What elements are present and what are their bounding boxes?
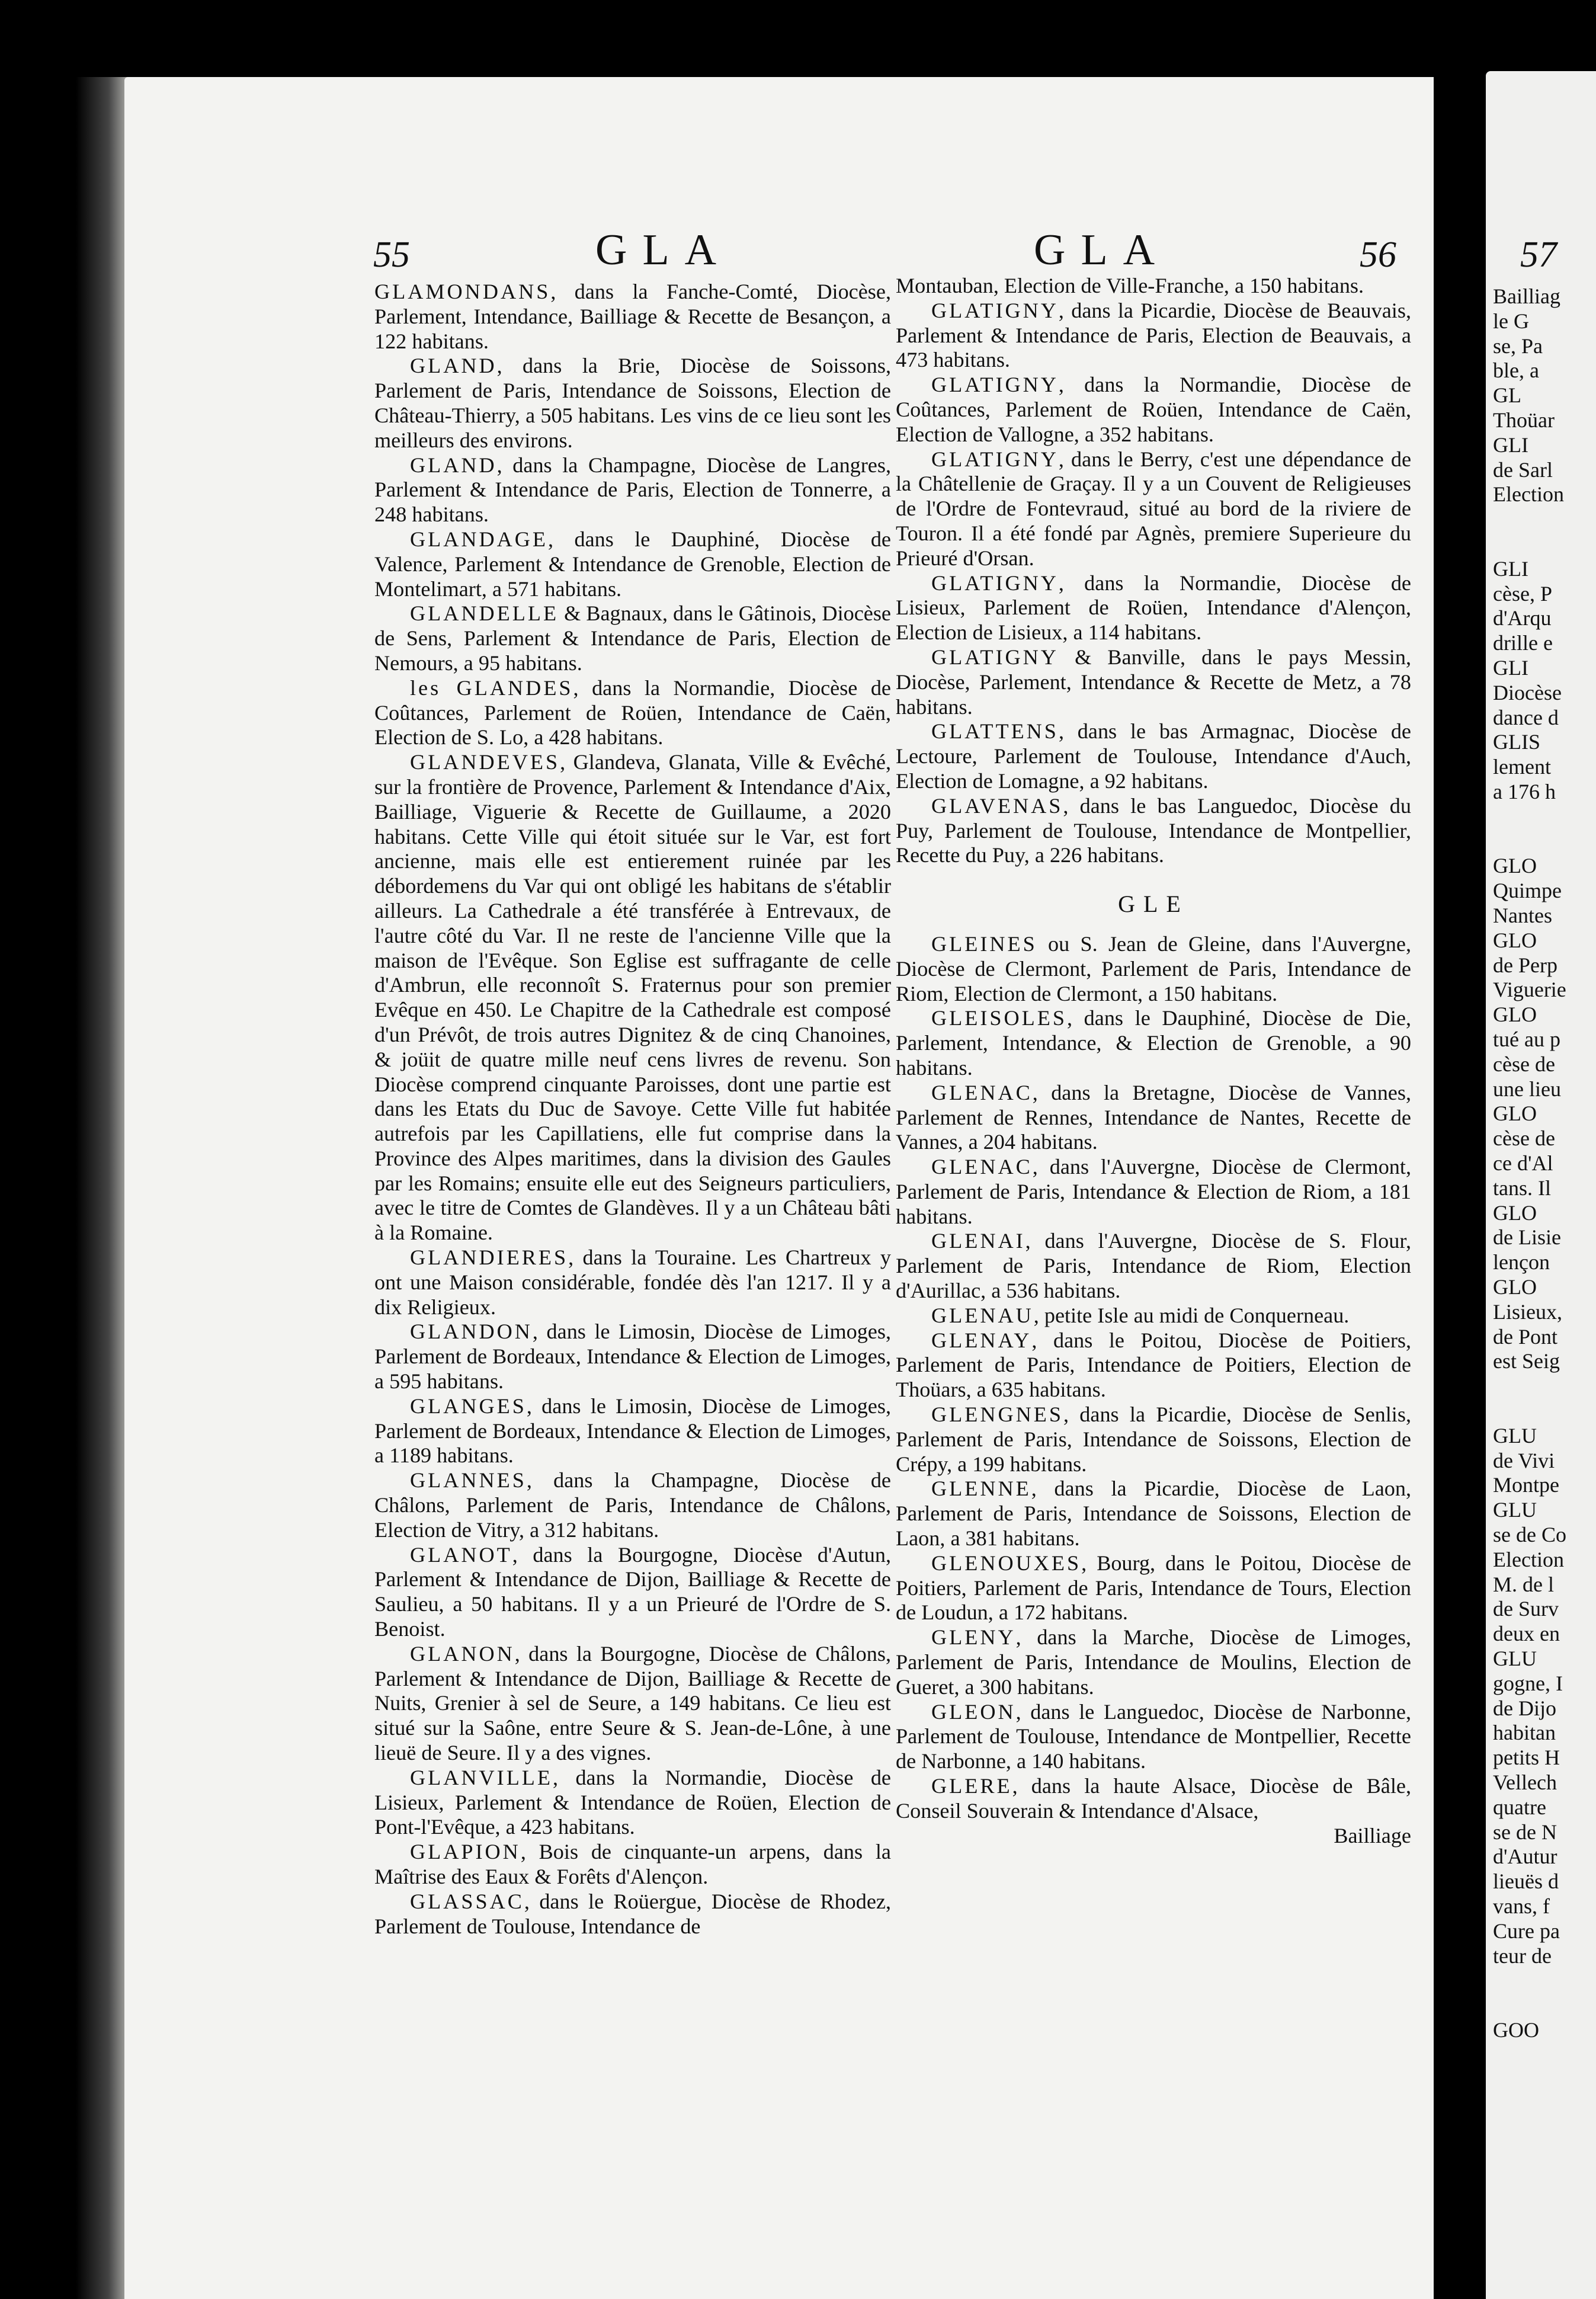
entry-headword: GLAND — [410, 354, 497, 378]
gazetteer-entry — [896, 1155, 1411, 1229]
far-right-text-fragment: M. de l — [1493, 1572, 1554, 1596]
entry-headword: GLENAU — [931, 1303, 1034, 1327]
entry-headword: les GLANDES — [410, 675, 573, 700]
far-right-text-fragment: GOO — [1493, 2018, 1539, 2042]
entry-text: , dans le Poitou, Diocèse de Poitiers, Parlement de Paris, Intendance de Poitiers, Election de Thoüars, a 635 habitans. — [896, 1328, 1411, 1402]
right-text-column — [896, 274, 1411, 1848]
far-right-text-fragment: Quimpe — [1493, 879, 1562, 903]
gazetteer-entry — [374, 1766, 891, 1840]
entry-headword: GLENAY — [931, 1328, 1032, 1352]
gazetteer-entry — [374, 1468, 891, 1542]
far-right-text-fragment: Nantes — [1493, 904, 1552, 927]
gazetteer-entry — [374, 1890, 891, 1939]
far-right-text-fragment: Montpe — [1493, 1473, 1559, 1497]
entry-headword: GLENAI — [931, 1229, 1025, 1253]
entry-text: , dans le Dauphiné, Diocèse de Die, Parlement, Intendance, & Election de Grenoble, a 90 habitans. — [896, 1006, 1411, 1080]
gazetteer-entry — [896, 274, 1411, 299]
entry-headword: GLERE — [931, 1774, 1012, 1798]
far-right-text-fragment: GLU — [1493, 1647, 1537, 1670]
entry-headword: GLANON — [410, 1641, 515, 1666]
gazetteer-entry — [374, 354, 891, 453]
gazetteer-entry — [896, 1625, 1411, 1699]
far-right-text-fragment: petits H — [1493, 1746, 1560, 1770]
entry-text: , dans la Brie, Diocèse de Soissons, Parlement de Paris, Intendance de Soissons, Election de Château-Thierry, a 505 habitans. Les vins de ce lieu sont les meilleurs des environs. — [374, 354, 891, 452]
gazetteer-entry — [896, 299, 1411, 373]
entry-text: , dans l'Auvergne, Diocèse de Clermont, Parlement de Paris, Intendance & Election de Riom, a 181 habitans. — [896, 1155, 1411, 1228]
entry-text: , Bois de cinquante-un arpens, dans la Maîtrise des Eaux & Forêts d'Alençon. — [374, 1840, 891, 1888]
entry-text: , dans la Bretagne, Diocèse de Vannes, Parlement de Rennes, Intendance de Nantes, Recette de Vannes, a 204 habitans. — [896, 1080, 1411, 1154]
entry-text: , petite Isle au midi de Conquerneau. — [1033, 1303, 1350, 1327]
entry-headword: GLAMONDANS — [374, 280, 551, 303]
far-right-text-fragment: deux en — [1493, 1622, 1560, 1646]
far-right-text-fragment: de Lisie — [1493, 1225, 1561, 1250]
gazetteer-entry — [374, 1394, 891, 1468]
gazetteer-entry — [896, 645, 1411, 719]
entry-text: , dans la Normandie, Diocèse de Lisieux, Parlement de Roüen, Intendance d'Alençon, Election de Lisieux, a 114 habitans. — [896, 571, 1411, 645]
entry-headword: GLANOT — [410, 1542, 512, 1567]
entry-text: , dans l'Auvergne, Diocèse de S. Flour, Parlement de Paris, Intendance de Riom, Election d'Aurillac, a 536 habitans. — [896, 1229, 1411, 1303]
far-right-text-fragment: GLU — [1493, 1498, 1537, 1522]
entry-headword: GLANVILLE — [410, 1765, 553, 1789]
far-right-text-fragment: GLI — [1493, 656, 1528, 680]
gazetteer-entry — [374, 1245, 891, 1320]
far-right-text-fragment: Thoüar — [1493, 408, 1555, 432]
gazetteer-entry — [896, 719, 1411, 793]
entry-headword: GLANDELLE — [410, 601, 559, 626]
entry-text: , dans le Limosin, Diocèse de Limoges, Parlement de Bordeaux, Intendance & Election de Limoges, a 595 habitans. — [374, 1320, 891, 1394]
entry-text: , dans la Normandie, Diocèse de Lisieux, Parlement & Intendance de Roüen, Election de Pont-l'Evêque, a 423 habitans. — [374, 1765, 891, 1839]
gazetteer-entry — [896, 794, 1411, 868]
entry-headword: GLANDON — [410, 1320, 533, 1344]
gazetteer-entry — [896, 1081, 1411, 1155]
far-right-text-fragment: GL — [1493, 383, 1521, 408]
far-right-text-fragment: tué au p — [1493, 1027, 1560, 1051]
entry-headword: GLATIGNY — [931, 571, 1059, 595]
far-right-text-fragment: d'Autur — [1493, 1845, 1557, 1869]
gazetteer-entry — [374, 453, 891, 527]
entry-headword: GLEISOLES — [931, 1006, 1067, 1030]
far-right-text-fragment: se de Co — [1493, 1523, 1566, 1546]
far-right-text-fragment: se de N — [1493, 1820, 1557, 1844]
gazetteer-entry — [374, 601, 891, 675]
gazetteer-entry — [896, 1551, 1411, 1625]
entry-headword: GLATIGNY — [931, 298, 1059, 322]
gazetteer-entry — [896, 1700, 1411, 1774]
far-right-text-fragment: quatre — [1493, 1795, 1546, 1819]
far-right-text-fragment: de Vivi — [1493, 1448, 1555, 1472]
entry-text: Montauban, Election de Ville-Franche, a 150 habitans. — [896, 274, 1364, 297]
gazetteer-entry — [896, 1774, 1411, 1824]
entry-text: , dans le Limosin, Diocèse de Limoges, Parlement de Bordeaux, Intendance & Election de Limoges, a 1189 habitans. — [374, 1394, 891, 1468]
entry-text: , dans la Picardie, Diocèse de Laon, Parlement de Paris, Intendance de Soissons, Election de Laon, a 381 habitans. — [896, 1477, 1411, 1551]
far-right-text-fragment: GLO — [1493, 854, 1537, 878]
far-right-text-fragment: GLO — [1493, 1200, 1537, 1225]
gazetteer-entry — [896, 1328, 1411, 1403]
far-right-text-fragment: lement — [1493, 755, 1551, 779]
right-running-head: GLA — [1034, 226, 1171, 274]
far-right-text-fragment: de Pont — [1493, 1324, 1558, 1349]
far-right-text-fragment: lençon — [1493, 1250, 1550, 1275]
far-right-text-fragment: est Seig — [1493, 1349, 1560, 1373]
gazetteer-entry — [374, 1543, 891, 1642]
far-right-text-fragment: GLI — [1493, 556, 1528, 581]
far-right-text-fragment: Election — [1493, 1547, 1564, 1571]
gazetteer-entry — [896, 373, 1411, 447]
entry-headword: GLENAC — [931, 1155, 1033, 1179]
entry-headword: GLENNE — [931, 1477, 1031, 1501]
entry-text: , dans la Marche, Diocèse de Limoges, Parlement de Paris, Intendance de Moulins, Election de Gueret, a 300 habitans. — [896, 1625, 1411, 1699]
entry-headword: GLANDAGE — [410, 527, 549, 551]
left-running-head: GLA — [595, 226, 732, 274]
left-text-column — [374, 280, 891, 1939]
gazetteer-entry — [896, 571, 1411, 645]
far-right-text-fragment: cèse de — [1493, 1126, 1555, 1151]
entry-headword: GLATIGNY — [931, 373, 1059, 397]
far-right-text-fragment: Viguerie — [1493, 978, 1566, 1002]
entry-headword: GLENGNES — [931, 1403, 1063, 1427]
far-right-text-fragment: de Surv — [1493, 1597, 1559, 1621]
gazetteer-entry — [896, 1403, 1411, 1477]
far-right-text-fragment: Election — [1493, 482, 1564, 507]
far-right-text-fragment: Diocèse — [1493, 680, 1562, 705]
entry-text: ou S. Jean de Gleine, dans l'Auvergne, Diocèse de Clermont, Parlement de Paris, Intendance de Riom, Election de Clermont, a 150 habitans. — [896, 931, 1411, 1006]
far-right-text-fragment: gogne, I — [1493, 1671, 1563, 1695]
entry-text: , dans la Picardie, Diocèse de Beauvais, Parlement & Intendance de Paris, Election de Beauvais, a 473 habitans. — [896, 298, 1411, 372]
entry-text: , dans la Bourgogne, Diocèse de Châlons, Parlement & Intendance de Dijon, Bailliage & Recette de Nuits, Grenier à sel de Seure, a 149 habitans. Ce lieu est situé sur la Saône, entre Seure & S. Jean-de-Lône, à une lieuë de Seure. Il y a des vignes. — [374, 1641, 891, 1765]
far-right-text-fragment: GLU — [1493, 1423, 1537, 1448]
far-right-text-fragment: GLO — [1493, 1102, 1537, 1126]
section-heading: GLE — [1118, 891, 1189, 918]
far-right-text-fragment: GLI — [1493, 433, 1528, 457]
gazetteer-entry — [896, 1229, 1411, 1303]
entry-text: , Bourg, dans le Poitou, Diocèse de Poitiers, Parlement de Paris, Intendance de Tours, Election de Loudun, a 172 habitans. — [896, 1551, 1411, 1625]
entry-headword: GLAND — [410, 453, 497, 477]
far-right-text-fragment: ble, a — [1493, 358, 1539, 383]
gazetteer-entry — [896, 1304, 1411, 1328]
entry-text: , Glandeva, Glanata, Ville & Evêché, sur la frontière de Provence, Parlement & Intendance d'Aix, Bailliage, Viguerie & Recette de Guillaume, a 2020 habitans. Cette Ville qui étoit située sur le Var, est fort ancienne, mais elle est entierement ruinée par les débordemens du Var qui ont obligé les habitans de s'établir ailleurs. La Cathedrale a été transférée à Entrevaux, de l'autre côté du Var. Il ne reste de l'ancienne Ville que la maison de l'Evêque. Son Eglise est suffragante de celle d'Ambrun, elle reconnoît S. Fraternus pour son premier Evêque en 450. Le Chapitre de la Cathedrale est composé d'un Prévôt, de trois autres Dignitez & de cinq Chanoines, & joüit de quatre mille neuf cens livres de revenu. Son Diocèse comprend cinquante Paroisses, dont une partie est dans les Etats du Duc de Savoye. Cette Ville fut habitée autrefois par les Capillatiens, elle fut comprise dans la Province des Alpes maritimes, dans la division des Gaules par les Romains; ensuite elle eut des Seigneurs particuliers, avec le titre de Comtes de Glandèves. Il y a un Château bâti à la Romaine. — [374, 750, 891, 1245]
far-right-text-fragment: a 176 h — [1493, 780, 1556, 803]
gazetteer-entry — [374, 280, 891, 354]
entry-headword: GLAVENAS — [931, 793, 1063, 818]
entry-text: , dans la Touraine. Les Chartreux y ont une Maison considérable, fondée dès l'an 1217. Il y a dix Religieux. — [374, 1245, 891, 1319]
far-right-text-fragment: tans. Il — [1493, 1176, 1551, 1200]
far-right-text-fragment: habitan — [1493, 1721, 1556, 1745]
entry-headword: GLANGES — [410, 1394, 527, 1418]
far-right-text-fragment: de Perp — [1493, 953, 1557, 977]
entry-headword: GLATIGNY — [931, 447, 1059, 471]
entry-text: , dans le Berry, c'est une dépendance de la Châtellenie de Graçay. Il y a un Couvent de Religieuses de l'Ordre de Fontevraud, situé au bord de la riviere de Touron. Il a été fondé par Agnès, premiere Superieure du Prieuré d'Orsan. — [896, 447, 1411, 570]
entry-headword: GLENY — [931, 1625, 1016, 1650]
gazetteer-entry — [374, 676, 891, 750]
far-right-text-fragment: Vellech — [1493, 1770, 1557, 1794]
right-page-number: 56 — [1360, 235, 1396, 275]
entry-headword: GLASSAC — [410, 1889, 524, 1913]
far-right-text-fragment: le G — [1493, 309, 1529, 333]
far-right-text-fragment: GLIS — [1493, 730, 1540, 754]
far-right-text-fragment: Cure pa — [1493, 1919, 1560, 1943]
entry-text: , dans la Normandie, Diocèse de Coûtances, Parlement de Roüen, Intendance de Caën, Election de Vallogne, a 352 habitans. — [896, 373, 1411, 446]
entry-headword: GLATIGNY — [931, 645, 1059, 669]
far-right-page-number: 57 — [1520, 235, 1557, 275]
entry-text: , dans la Bourgogne, Diocèse d'Autun, Parlement & Intendance de Dijon, Bailliage & Recette de Saulieu, a 50 habitans. Il y a un Prieuré de l'Ordre de S. Benoist. — [374, 1542, 891, 1641]
entry-headword: GLENAC — [931, 1080, 1033, 1104]
far-right-text-fragment: de Dijo — [1493, 1696, 1556, 1720]
entry-headword: GLEON — [931, 1699, 1016, 1724]
far-right-text-fragment: drille e — [1493, 631, 1553, 655]
far-right-text-fragment: cèse de — [1493, 1052, 1555, 1076]
gazetteer-entry — [896, 447, 1411, 571]
far-right-text-fragment: lieuës d — [1493, 1869, 1559, 1894]
gazetteer-entry — [896, 1006, 1411, 1080]
gazetteer-entry — [896, 1477, 1411, 1551]
far-right-text-fragment: cèse, P — [1493, 581, 1552, 606]
far-right-text-fragment: GLO — [1493, 1275, 1537, 1299]
entry-text: & Banville, dans le pays Messin, Diocèse, Parlement, Intendance & Recette de Metz, a 78 habitans. — [896, 645, 1411, 719]
entry-text: , dans le Dauphiné, Diocèse de Valence, Parlement & Intendance de Grenoble, Election de Montelimart, a 571 habitans. — [374, 527, 891, 601]
gazetteer-entry — [374, 527, 891, 601]
entry-text: , dans la Champagne, Diocèse de Châlons, Parlement de Paris, Intendance de Châlons, Election de Vitry, a 312 habitans. — [374, 1468, 891, 1542]
page-gutter — [1434, 59, 1487, 2299]
far-right-text-fragment: de Sarl — [1493, 457, 1553, 482]
far-right-text-fragment: se, Pa — [1493, 334, 1543, 358]
entry-text: , dans la Fanche-Comté, Diocèse, Parlement, Intendance, Bailliage & Recette de Besançon, a 122 habitans. — [374, 280, 891, 353]
left-page-number: 55 — [373, 235, 410, 275]
entry-text: , dans la Champagne, Diocèse de Langres, Parlement & Intendance de Paris, Election de Tonnerre, a 248 habitans. — [374, 453, 891, 527]
gazetteer-entry — [374, 750, 891, 1245]
gazetteer-entry — [374, 1320, 891, 1394]
far-right-text-fragment: une lieu — [1493, 1077, 1561, 1101]
entry-text: , dans le Languedoc, Diocèse de Narbonne, Parlement de Toulouse, Intendance de Montpellier, Recette de Narbonne, a 140 habitans. — [896, 1699, 1411, 1773]
catchword: Bailliage — [1334, 1823, 1411, 1847]
far-right-text-fragment: dance d — [1493, 705, 1559, 729]
entry-text: , dans la Picardie, Diocèse de Senlis, Parlement de Paris, Intendance de Soissons, Election de Crépy, a 199 habitans. — [896, 1403, 1411, 1476]
entry-text: , dans le bas Armagnac, Diocèse de Lectoure, Parlement de Toulouse, Intendance d'Auch, Election de Lomagne, a 92 habitans. — [896, 719, 1411, 793]
gazetteer-entry — [896, 932, 1411, 1006]
entry-text: , dans la Normandie, Diocèse de Coûtances, Parlement de Roüen, Intendance de Caën, Election de S. Lo, a 428 habitans. — [374, 675, 891, 750]
far-right-text-fragment: teur de — [1493, 1943, 1552, 1968]
entry-headword: GLATTENS — [931, 719, 1059, 744]
entry-text: , dans le Roüergue, Diocèse de Rhodez, Parlement de Toulouse, Intendance de — [374, 1889, 891, 1938]
gazetteer-entry — [374, 1642, 891, 1766]
far-right-text-fragment: ce d'Al — [1493, 1151, 1553, 1175]
entry-headword: GLANDIERES — [410, 1245, 569, 1270]
entry-text: & Bagnaux, dans le Gâtinois, Diocèse de Sens, Parlement & Intendance de Paris, Election de Nemours, a 95 habitans. — [374, 601, 891, 675]
entry-headword: GLANNES — [410, 1468, 527, 1493]
far-right-text-fragment: vans, f — [1493, 1894, 1550, 1918]
entry-headword: GLAPION — [410, 1840, 521, 1864]
far-right-text-fragment: Bailliag — [1493, 284, 1560, 308]
entry-headword: GLEINES — [931, 931, 1037, 956]
entry-headword: GLANDEVES — [410, 750, 560, 774]
gazetteer-entry — [374, 1840, 891, 1890]
far-right-text-fragment: GLO — [1493, 1003, 1537, 1027]
far-right-text-fragment: d'Arqu — [1493, 606, 1552, 630]
far-right-text-fragment: Lisieux, — [1493, 1299, 1562, 1324]
entry-headword: GLENOUXES — [931, 1551, 1082, 1575]
far-right-text-fragment: GLO — [1493, 928, 1537, 952]
entry-text: , dans le bas Languedoc, Diocèse du Puy, Parlement de Toulouse, Intendance de Montpellier, Recette du Puy, a 226 habitans. — [896, 793, 1411, 867]
entry-text: , dans la haute Alsace, Diocèse de Bâle, Conseil Souverain & Intendance d'Alsace, — [896, 1774, 1411, 1823]
